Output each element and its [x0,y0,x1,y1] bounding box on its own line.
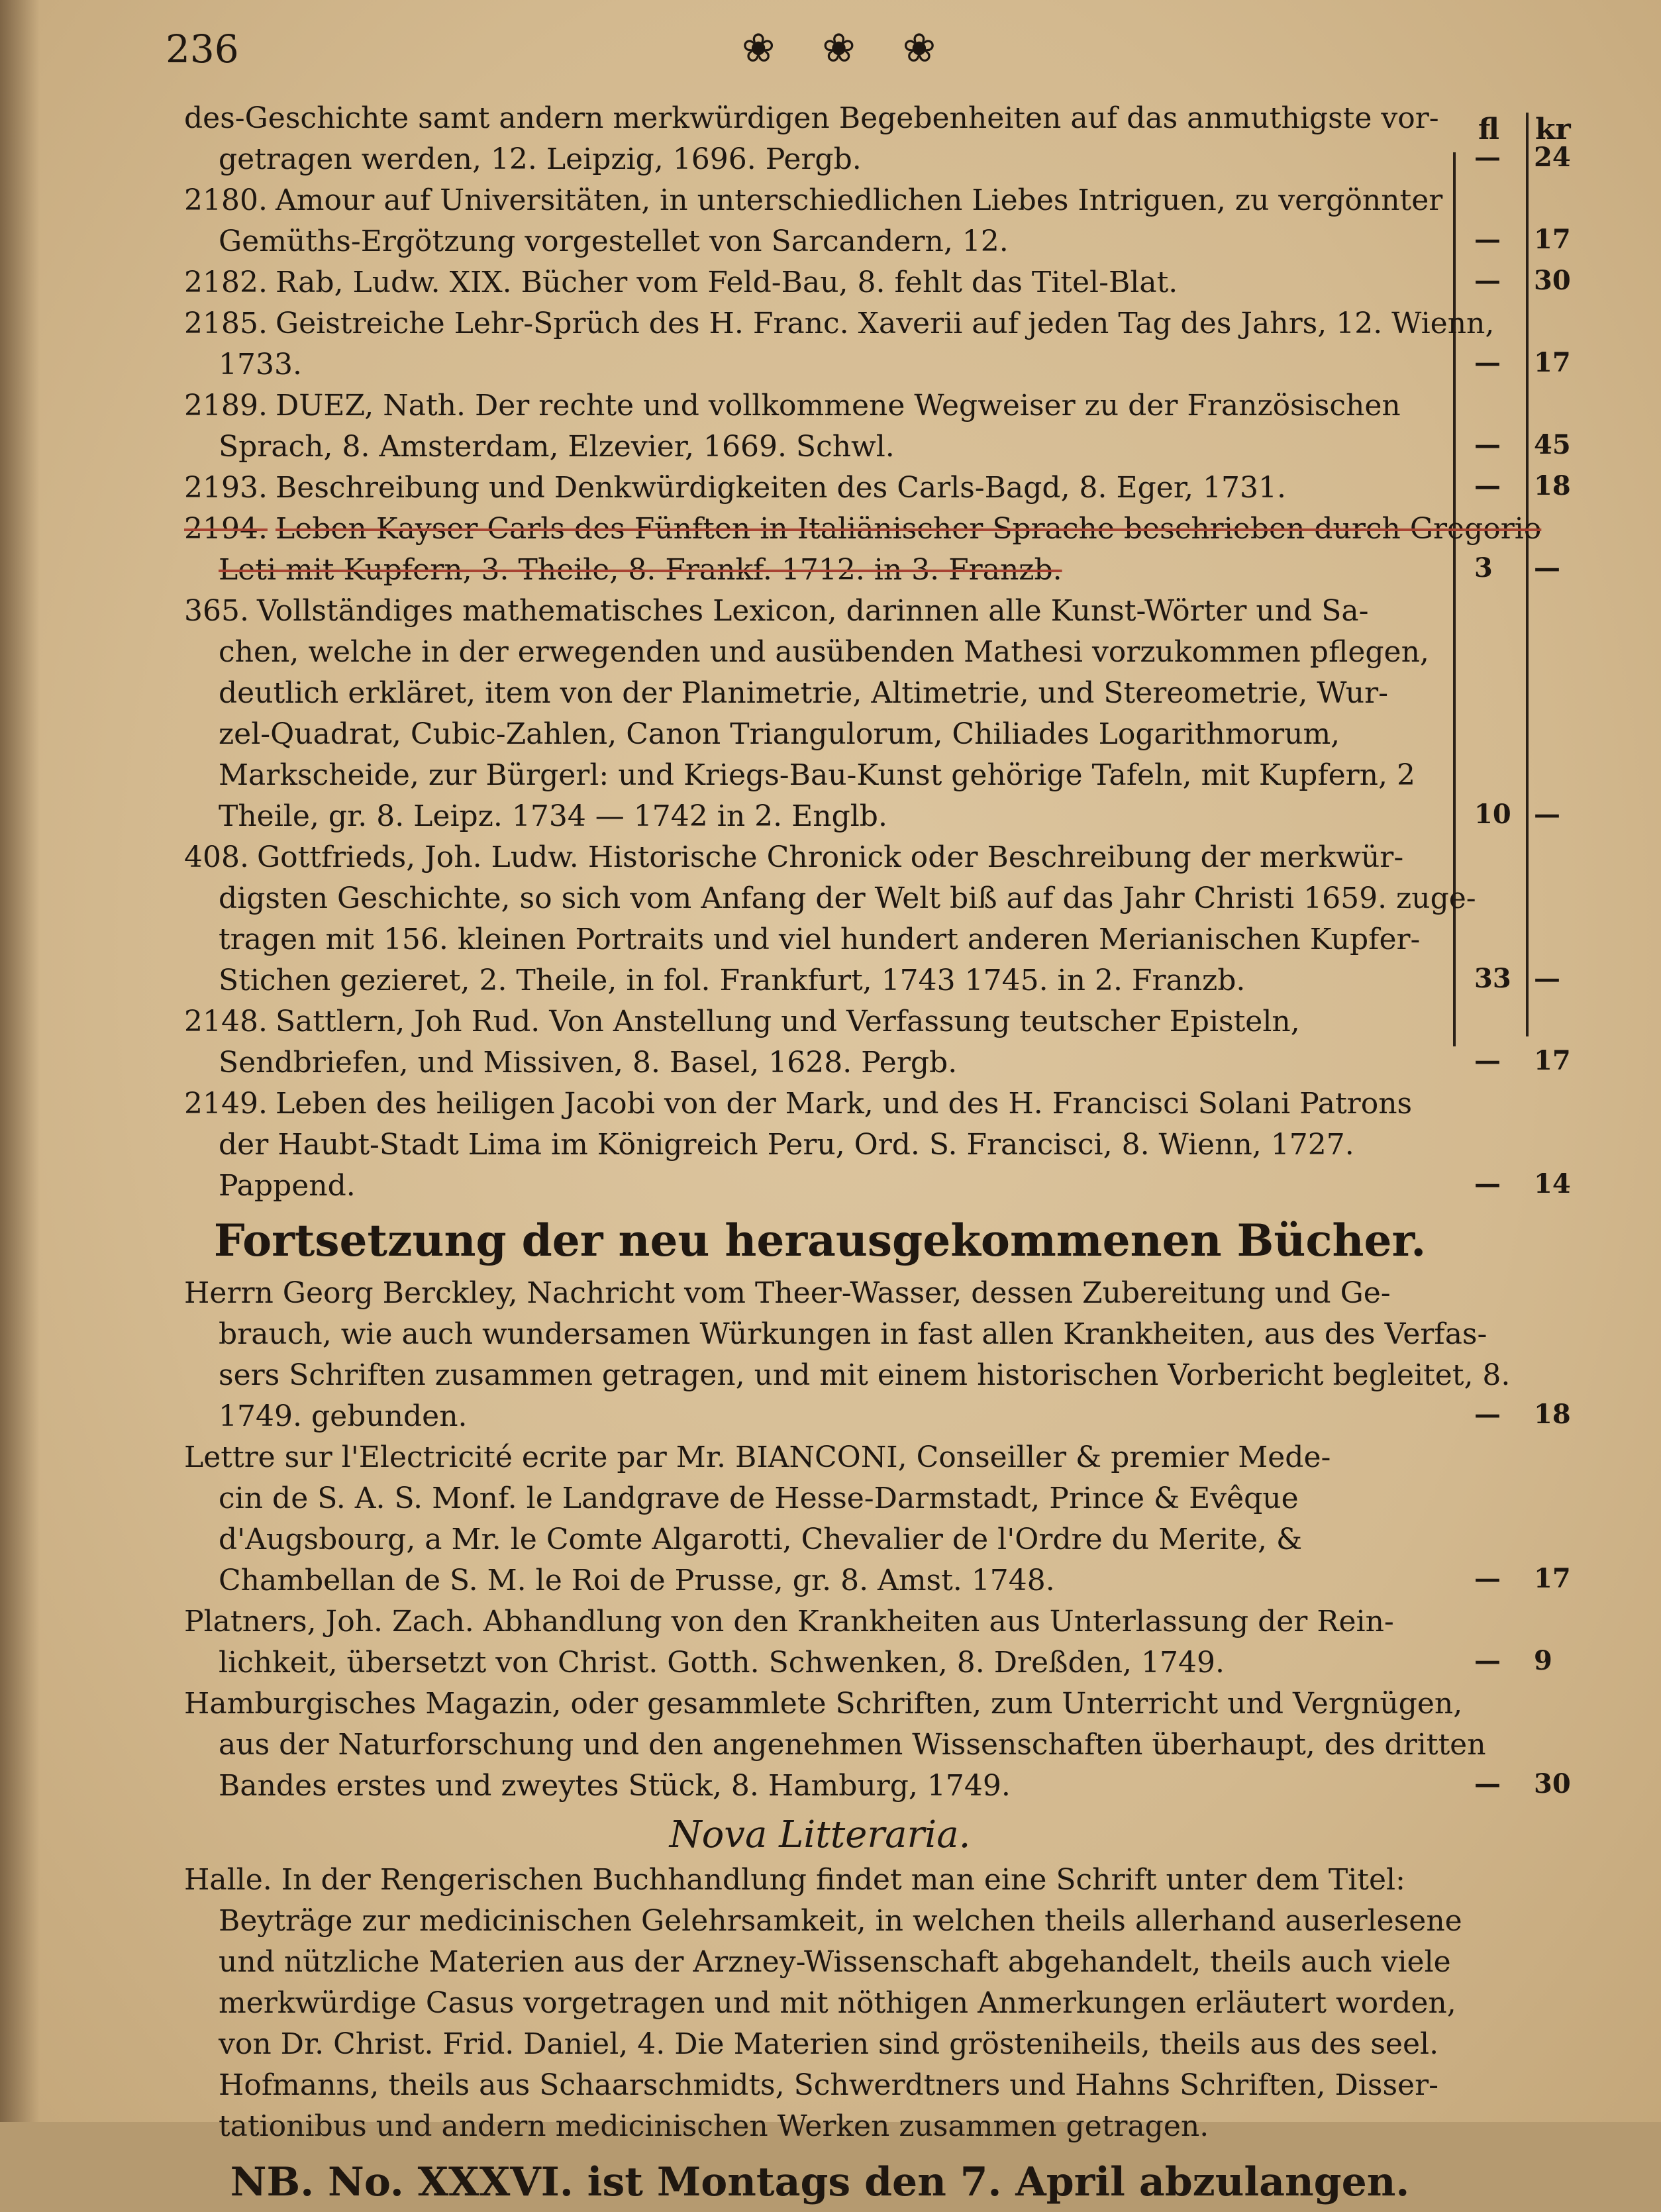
entry-line: cin de S. A. S. Monf. le Landgrave de Hesse-Darmstadt, Prince & Evêque [219,1482,1299,1515]
entry-line: lichkeit, übersetzt von Christ. Gotth. Schwenken, 8. Dreßden, 1749. [219,1646,1225,1680]
entry-line [184,796,1456,837]
price-kr: 14 [1534,1168,1571,1199]
price-fl: — [1474,265,1501,296]
column-header-fl: fl [1478,113,1499,146]
entry-text: Geistreiche Lehr-Sprüch des H. Franc. Xaverii auf jeden Tag des Jahrs, 12. Wienn, [275,307,1495,340]
price-kr: — [1534,799,1560,830]
entry-text: tragen mit 156. kleinen Portraits und viel hundert anderen Merianischen Kupfer- [219,923,1421,956]
entry-line: 1749. gebunden. [219,1399,468,1433]
entry-line [184,427,1456,468]
price-kr: — [1534,963,1560,994]
nova-line: von Dr. Christ. Frid. Daniel, 4. Die Materien sind grösteniheils, theils aus des seel. [219,2027,1439,2061]
nova-line: und nützliche Materien aus der Arzney-Wissenschaft abgehandelt, theils auch viele [219,1945,1451,1979]
price-kr: 18 [1534,1399,1571,1430]
entry-number: 2182. [184,266,268,299]
catalog-entry [184,303,1495,385]
entry-line [184,1125,1456,1166]
price-kr: 17 [1534,1045,1571,1076]
entry-line [184,262,1456,303]
entry-text: digsten Geschichte, so sich vom Anfang der Welt biß auf das Jahr Christi 1659. zuge- [219,881,1476,915]
entry-line [184,1001,1456,1042]
entry-line: Platners, Joh. Zach. Abhandlung von den Krankheiten aus Unterlassung der Rein- [184,1605,1394,1638]
price-fl: — [1474,1399,1501,1430]
new-book-entry [184,1601,1456,1684]
catalog-entry [184,180,1456,262]
entry-line [184,1083,1456,1125]
entry-number: 2185. [184,307,268,340]
entry-text: DUEZ, Nath. Der rechte und vollkommene Wegweiser zu der Französischen [275,389,1401,423]
new-book-entry [184,1684,1486,1807]
entry-line [184,714,1456,755]
nova-line: Beyträge zur medicinischen Gelehrsamkeit, in welchen theils allerhand auserlesene [219,1904,1462,1938]
entry-text: Sprach, 8. Amsterdam, Elzevier, 1669. Schwl. [219,430,895,464]
catalog-entry [184,509,1542,591]
price-kr: 18 [1534,470,1571,501]
entry-line: Chambellan de S. M. le Roi de Prusse, gr. 8. Amst. 1748. [219,1564,1055,1597]
entry-number: 2149. [184,1087,268,1121]
entry-line [184,632,1456,673]
entry-line [184,221,1456,262]
nova-line: tationibus und andern medicinischen Werken zusammen getragen. [219,2109,1209,2143]
price-kr: 17 [1534,1563,1571,1594]
catalog-entry [184,385,1456,468]
price-fl: — [1474,1645,1501,1676]
catalog-entry [184,468,1456,509]
entry-number: 2193. [184,471,268,505]
nova-line: Halle. In der Rengerischen Buchhandlung findet man eine Schrift unter dem Titel: [184,1863,1405,1897]
price-fl: — [1474,429,1501,460]
entry-line [184,919,1456,960]
column-header-kr: kr [1535,113,1571,146]
price-kr: — [1534,552,1560,583]
entry-text: Markscheide, zur Bürgerl: und Kriegs-Bau-Kunst gehörige Tafeln, mit Kupfern, 2 [219,758,1415,792]
catalog-entry [184,98,1456,180]
entry-number: 2189. [184,389,268,423]
entry-line: Bandes erstes und zweytes Stück, 8. Hamburg, 1749. [219,1769,1011,1803]
price-fl: 3 [1474,552,1493,583]
entry-text: Sattlern, Joh Rud. Von Anstellung und Verfassung teutscher Episteln, [275,1005,1300,1038]
entry-number: 2180. [184,183,268,217]
price-fl: — [1474,1563,1501,1594]
catalog-entry [184,1001,1456,1083]
section-heading: Fortsetzung der neu herausgekommenen Bücher. [213,1215,1427,1266]
catalog-entry [184,837,1476,1001]
entry-text: Pappend. [219,1169,356,1203]
price-kr: 17 [1534,224,1571,255]
nova-line: Hofmanns, theils aus Schaarschmidts, Schwerdtners und Hahns Schriften, Disser- [219,2068,1438,2102]
price-fl: — [1474,142,1501,173]
entry-line [184,960,1456,1001]
entry-line [184,468,1456,509]
entry-line: Lettre sur l'Electricité ecrite par Mr. BIANCONI, Conseiller & premier Mede- [184,1440,1331,1474]
entry-number: 365. [184,594,249,628]
nb-note: NB. No. XXXVI. ist Montags den 7. April abzulangen. [230,2159,1410,2205]
entry-text: Rab, Ludw. XIX. Bücher vom Feld-Bau, 8. fehlt das Titel-Blat. [275,266,1178,299]
entry-line [184,550,1456,591]
entry-line [184,591,1456,632]
price-fl: 33 [1474,963,1511,994]
entry-line: sers Schriften zusammen getragen, und mit einem historischen Vorbericht begleitet, 8. [219,1358,1511,1392]
entry-line [184,837,1456,878]
price-kr: 9 [1534,1645,1552,1676]
entry-text: 1733. [219,348,302,381]
entry-text: Vollständiges mathematisches Lexicon, darinnen alle Kunst-Wörter und Sa- [256,594,1369,628]
entry-line [184,1042,1456,1083]
price-fl: — [1474,224,1501,255]
price-kr: 24 [1534,142,1571,173]
entry-line: d'Augsbourg, a Mr. le Comte Algarotti, Chevalier de l'Ordre du Merite, & [219,1523,1303,1556]
entry-text: Beschreibung und Denkwürdigkeiten des Carls-Bagd, 8. Eger, 1731. [275,471,1286,505]
price-fl: — [1474,1045,1501,1076]
price-column-rule-middle [1526,113,1529,1036]
new-book-entry [184,1437,1456,1601]
entry-text: des-Geschichte samt andern merkwürdigen Begebenheiten auf das anmuthigste vor- [184,101,1439,135]
entry-number: 408. [184,840,249,874]
entry-line: brauch, wie auch wundersamen Würkungen in fast allen Krankheiten, aus des Verfas- [219,1317,1487,1351]
price-kr: 45 [1534,429,1571,460]
entry-line: Hamburgisches Magazin, oder gesammlete Schriften, zum Unterricht und Vergnügen, [184,1687,1463,1721]
entry-text: Leben Kayser Carls des Fünften in Italiänischer Sprache beschrieben durch Gregorio [275,512,1542,546]
price-fl: — [1474,1768,1501,1799]
catalog-entry [184,262,1456,303]
entry-line [184,385,1456,427]
entry-line: Herrn Georg Berckley, Nachricht vom Theer-Wasser, dessen Zubereitung und Ge- [184,1276,1391,1310]
entry-text: Stichen gezieret, 2. Theile, in fol. Frankfurt, 1743 1745. in 2. Franzb. [219,964,1246,997]
entry-text: der Haubt-Stadt Lima im Königreich Peru, Ord. S. Francisci, 8. Wienn, 1727. [219,1128,1354,1162]
price-fl: — [1474,1168,1501,1199]
entry-text: Leti mit Kupfern, 3. Theile, 8. Frankf. 1712. in 3. Franzb. [219,553,1062,587]
entry-line [184,139,1456,180]
entry-text: Sendbriefen, und Missiven, 8. Basel, 1628. Pergb. [219,1046,958,1080]
entry-line [184,673,1456,714]
entry-text: deutlich erkläret, item von der Planimetrie, Altimetrie, und Stereometrie, Wur- [219,676,1389,710]
entry-line [184,303,1495,344]
entry-line: aus der Naturforschung und den angenehmen Wissenschaften überhaupt, des dritten [219,1728,1486,1762]
entry-text: chen, welche in der erwegenden und ausübenden Mathesi vorzukommen pflegen, [219,635,1429,669]
catalog-entry [184,1083,1456,1207]
price-fl: 10 [1474,799,1511,830]
entry-text: zel-Quadrat, Cubic-Zahlen, Canon Triangulorum, Chiliades Logarithmorum, [219,717,1340,751]
entry-line [184,344,1456,385]
entry-line [184,98,1456,139]
page-number: 236 [166,26,239,72]
entry-text: Theile, gr. 8. Leipz. 1734 — 1742 in 2. Englb. [219,799,887,833]
entry-text: Leben des heiligen Jacobi von der Mark, und des H. Francisci Solani Patrons [275,1087,1413,1121]
entry-text: getragen werden, 12. Leipzig, 1696. Pergb. [219,142,862,176]
ornament-icon: ❀ ❀ ❀ [742,25,953,72]
entry-line [184,878,1476,919]
price-fl: — [1474,470,1501,501]
entry-line [184,180,1456,221]
price-fl: — [1474,347,1501,378]
new-books-list [184,1273,1511,1807]
entry-number: 2148. [184,1005,268,1038]
entry-line [184,755,1456,796]
entry-number: 2194. [184,512,268,546]
nova-litteraria-heading: Nova Litteraria. [669,1813,971,1856]
new-book-entry [184,1273,1511,1437]
entry-line [184,509,1542,550]
entry-text: Amour auf Universitäten, in unterschiedlichen Liebes Intriguen, zu vergönnter [275,183,1443,217]
entry-line [184,1166,1456,1207]
price-kr: 30 [1534,1768,1571,1799]
nova-line: merkwürdige Casus vorgetragen und mit nöthigen Anmerkungen erläutert worden, [219,1986,1456,2020]
price-kr: 30 [1534,265,1571,296]
price-kr: 17 [1534,347,1571,378]
entry-text: Gemüths-Ergötzung vorgestellet von Sarcandern, 12. [219,225,1009,258]
entry-text: Gottfrieds, Joh. Ludw. Historische Chronick oder Beschreibung der merkwür- [256,840,1404,874]
catalog-entry [184,591,1456,837]
nova-litteraria-text [184,1860,1462,2147]
